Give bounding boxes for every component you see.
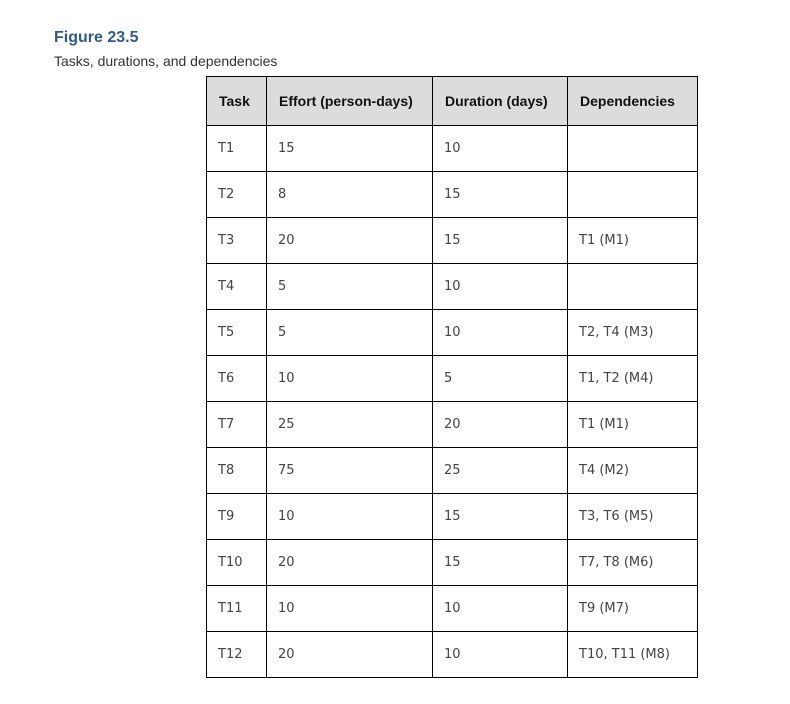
cell-effort: 20 [267, 540, 433, 586]
cell-task: T6 [207, 356, 267, 402]
cell-duration: 10 [433, 264, 568, 310]
table-row [207, 218, 698, 264]
table-row [207, 402, 698, 448]
cell-dependencies: T3, T6 (M5) [568, 494, 698, 540]
cell-task: T10 [207, 540, 267, 586]
cell-duration: 10 [433, 586, 568, 632]
header-dependencies: Dependencies [568, 77, 698, 126]
cell-duration: 20 [433, 402, 568, 448]
cell-dependencies [568, 264, 698, 310]
table-row [207, 172, 698, 218]
cell-task: T5 [207, 310, 267, 356]
figure-title: Figure 23.5 [54, 29, 139, 46]
cell-task: T11 [207, 586, 267, 632]
cell-effort: 10 [267, 586, 433, 632]
cell-effort: 5 [267, 264, 433, 310]
cell-task: T7 [207, 402, 267, 448]
cell-dependencies: T1, T2 (M4) [568, 356, 698, 402]
table-row [207, 632, 698, 678]
cell-dependencies: T1 (M1) [568, 402, 698, 448]
cell-effort: 8 [267, 172, 433, 218]
table-row [207, 586, 698, 632]
cell-dependencies: T1 (M1) [568, 218, 698, 264]
cell-duration: 25 [433, 448, 568, 494]
cell-effort: 15 [267, 126, 433, 172]
cell-dependencies: T4 (M2) [568, 448, 698, 494]
figure-caption: Tasks, durations, and dependencies [54, 53, 278, 69]
cell-duration: 15 [433, 494, 568, 540]
cell-dependencies: T7, T8 (M6) [568, 540, 698, 586]
cell-dependencies: T9 (M7) [568, 586, 698, 632]
cell-effort: 10 [267, 494, 433, 540]
table-header-row [207, 77, 698, 126]
cell-duration: 10 [433, 310, 568, 356]
table-row [207, 310, 698, 356]
header-task: Task [207, 77, 267, 126]
cell-dependencies: T10, T11 (M8) [568, 632, 698, 678]
cell-duration: 15 [433, 172, 568, 218]
cell-task: T3 [207, 218, 267, 264]
header-effort: Effort (person-days) [267, 77, 433, 126]
cell-effort: 10 [267, 356, 433, 402]
cell-task: T8 [207, 448, 267, 494]
table-row [207, 126, 698, 172]
cell-task: T2 [207, 172, 267, 218]
cell-dependencies [568, 126, 698, 172]
cell-duration: 10 [433, 126, 568, 172]
header-duration: Duration (days) [433, 77, 568, 126]
cell-effort: 20 [267, 218, 433, 264]
cell-effort: 20 [267, 632, 433, 678]
cell-dependencies: T2, T4 (M3) [568, 310, 698, 356]
cell-task: T1 [207, 126, 267, 172]
cell-duration: 15 [433, 218, 568, 264]
cell-effort: 5 [267, 310, 433, 356]
table-row [207, 540, 698, 586]
cell-task: T9 [207, 494, 267, 540]
cell-duration: 15 [433, 540, 568, 586]
cell-effort: 75 [267, 448, 433, 494]
table-row [207, 356, 698, 402]
cell-task: T4 [207, 264, 267, 310]
cell-duration: 5 [433, 356, 568, 402]
cell-dependencies [568, 172, 698, 218]
table-row [207, 494, 698, 540]
cell-effort: 25 [267, 402, 433, 448]
table-row [207, 264, 698, 310]
cell-task: T12 [207, 632, 267, 678]
cell-duration: 10 [433, 632, 568, 678]
tasks-table [206, 76, 698, 678]
table-row [207, 448, 698, 494]
